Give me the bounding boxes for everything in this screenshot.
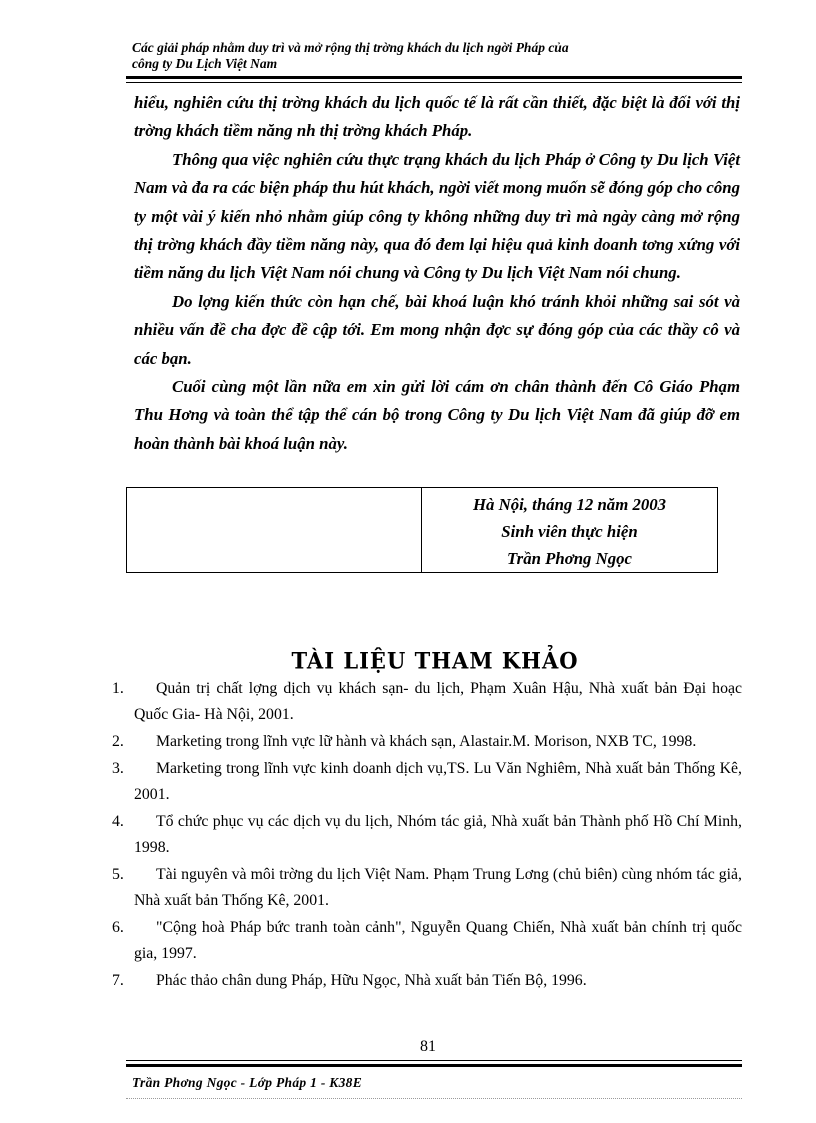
reference-item: 1. Quản trị chất lợng dịch vụ khách sạn- du lịch, Phạm Xuân Hậu, Nhà xuất bản Đại hoạc Quốc Gia- Hà Nội, 2001. xyxy=(112,680,742,723)
running-header xyxy=(132,40,742,72)
signature-table xyxy=(126,487,718,573)
paragraph-3: Do lợng kiến thức còn hạn chế, bài khoá luận khó tránh khỏi những sai sót và nhiều vấn đề cha đợc đề cập tới. Em mong nhận đợc sự đóng góp của các thầy cô và các bạn. xyxy=(134,291,740,368)
paragraph-4: Cuối cùng một lần nữa em xin gửi lời cám ơn chân thành đến Cô Giáo Phạm Thu Hơng và toàn thể tập thể cán bộ trong Công ty Du lịch Việt Nam đã giúp đỡ em hoàn thành bài khoá luận này. xyxy=(134,377,740,453)
header-rule-thick xyxy=(126,76,742,79)
footer-dotted-line xyxy=(126,1098,742,1099)
paragraph-2: Thông qua việc nghiên cứu thực trạng khách du lịch Pháp ở Công ty Du lịch Việt Nam và đa ra các biện pháp thu hút khách, ngời viết mong muốn sẽ đóng góp cho công ty một vài ý kiến nhỏ nhằm giúp công ty không những duy trì mà ngày càng mở rộng thị trờng khách đầy tiềm năng này, qua đó đem lại hiệu quả kinh doanh tơng xứng với tiềm năng du lịch Việt Nam nói chung và Công ty Du lịch Việt Nam nói chung. xyxy=(134,149,740,283)
footer-rule-thin xyxy=(126,1060,742,1061)
reference-item: 2. Marketing trong lĩnh vực lữ hành và khách sạn, Alastair.M. Morison, NXB TC, 1998. xyxy=(112,732,697,750)
running-footer: Trần Phơng Ngọc - Lớp Pháp 1 - K38E xyxy=(132,1075,362,1090)
signature-cell xyxy=(422,488,717,572)
footer-rule-thick xyxy=(126,1064,742,1067)
references-title: TÀI LIỆU THAM KHẢO xyxy=(291,647,579,674)
page-number: 81 xyxy=(420,1038,436,1055)
reference-item: 6. "Cộng hoà Pháp bức tranh toàn cảnh", Nguyễn Quang Chiến, Nhà xuất bản chính trị quốc gia, 1997. xyxy=(112,919,742,962)
signature-role: Sinh viên thực hiện xyxy=(501,522,638,541)
header-rule-thin xyxy=(126,82,742,83)
paragraph-1: hiểu, nghiên cứu thị trờng khách du lịch quốc tế là rất cần thiết, đặc biệt là đối với thị trờng khách tiềm năng nh thị trờng khách Pháp. xyxy=(134,93,740,141)
signature-date: Hà Nội, tháng 12 năm 2003 xyxy=(472,495,667,514)
signature-empty-cell xyxy=(127,488,422,572)
reference-item: 7. Phác thảo chân dung Pháp, Hữu Ngọc, Nhà xuất bản Tiến Bộ, 1996. xyxy=(112,972,587,990)
header-line-2: công ty Du Lịch Việt Nam xyxy=(132,56,278,71)
reference-item: 4. Tổ chức phục vụ các dịch vụ du lịch, Nhóm tác giả, Nhà xuất bản Thành phố Hồ Chí Minh, 1998. xyxy=(112,813,742,856)
signature-name: Trần Phơng Ngọc xyxy=(507,549,632,568)
reference-item: 3. Marketing trong lĩnh vực kinh doanh dịch vụ,TS. Lu Văn Nghiêm, Nhà xuất bản Thống Kê, 2001. xyxy=(112,760,742,803)
reference-item: 5. Tài nguyên và môi trờng du lịch Việt Nam. Phạm Trung Lơng (chủ biên) cùng nhóm tác giả, Nhà xuất bản Thống Kê, 2001. xyxy=(112,866,742,909)
header-line-1: Các giải pháp nhằm duy trì và mở rộng thị trờng khách du lịch ngời Pháp của xyxy=(132,40,569,55)
references-list xyxy=(112,676,742,995)
body-text xyxy=(134,89,740,458)
